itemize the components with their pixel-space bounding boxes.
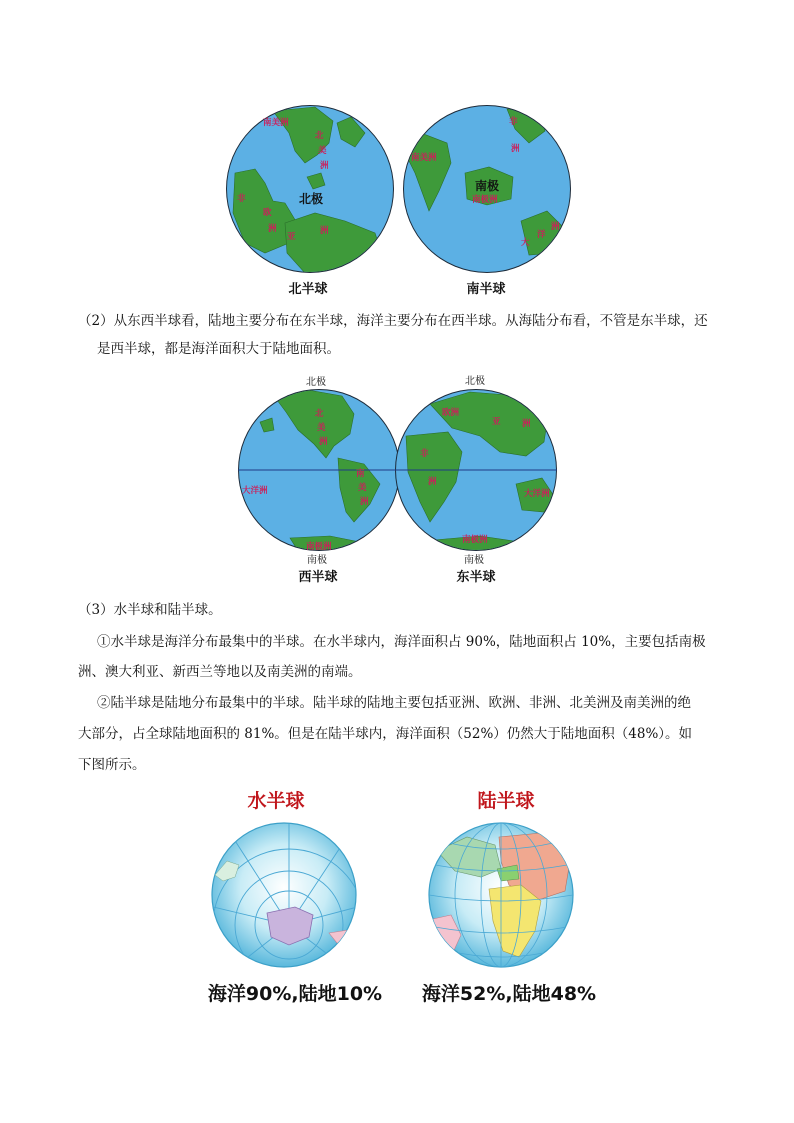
north-pole-label: 北极 (299, 192, 324, 206)
figure-west-east-hemispheres (230, 372, 565, 587)
water-hemisphere-globe (205, 815, 365, 975)
label-west-sa-1: 南 (356, 469, 365, 479)
label-north-america-2: 美 (318, 146, 327, 156)
para2-line2: 是西半球，都是海洋面积大于陆地面积。 (97, 341, 340, 357)
para3-item2-line1: ②陆半球是陆地分布最集中的半球。陆半球的陆地主要包括亚洲、欧洲、非洲、北美洲及南美洲的绝 (97, 695, 691, 711)
label-europe-1: 欧 (263, 208, 272, 218)
land-hemisphere-caption: 海洋52%,陆地48% (421, 983, 597, 1005)
east-hemisphere-globe (395, 374, 557, 566)
label-north-america-1: 北 (315, 131, 324, 141)
para3-item2-line3: 下图所示。 (78, 757, 146, 773)
para3-item1-line1: ①水半球是海洋分布最集中的半球。在水半球内，海洋面积占 90%，陆地面积占 10%，主要包括南极 (97, 634, 706, 650)
label-oceania-s-3: 洲 (551, 222, 560, 232)
east-north-pole-label: 北极 (465, 376, 485, 387)
label-west-na-2: 美 (317, 423, 326, 433)
land-hemisphere-title: 陆半球 (477, 790, 535, 812)
south-pole-label: 南极 (475, 179, 500, 193)
label-west-na-3: 洲 (319, 437, 328, 447)
label-west-antarctica: 南极洲 (306, 542, 332, 552)
label-asia-1: 亚 (287, 232, 296, 242)
label-asia-2: 洲 (320, 226, 329, 236)
label-south-america: 南美洲 (263, 118, 289, 128)
south-hemisphere-caption: 南半球 (466, 282, 506, 297)
label-east-antarctica: 南极洲 (462, 535, 488, 545)
label-south-america-s: 南美洲 (411, 153, 437, 163)
para3-heading: （3）水半球和陆半球。 (78, 602, 222, 618)
label-africa-s-1: 非 (509, 117, 518, 127)
label-west-sa-2: 美 (358, 483, 367, 493)
west-hemisphere-globe (238, 375, 400, 566)
label-oceania-s-2: 洋 (537, 230, 546, 240)
land-hemisphere-globe (429, 823, 573, 967)
east-hemisphere-caption: 东半球 (456, 570, 496, 585)
west-hemisphere-caption: 西半球 (298, 570, 338, 585)
label-east-asia-2: 洲 (522, 419, 531, 429)
label-east-africa-2: 洲 (428, 477, 437, 487)
north-hemisphere-globe (226, 105, 394, 278)
label-antarctica: 南极洲 (472, 195, 498, 205)
label-east-oceania: 大洋洲 (524, 489, 550, 499)
label-europe-2: 洲 (268, 224, 277, 234)
label-east-africa-1: 非 (420, 449, 429, 459)
label-oceania-s-1: 大 (521, 238, 530, 248)
south-hemisphere-globe (401, 105, 571, 273)
label-east-asia-1: 亚 (492, 417, 501, 427)
label-north-america-3: 洲 (320, 161, 329, 171)
water-hemisphere-title: 水半球 (247, 790, 305, 812)
label-west-oceania: 大洋洲 (242, 486, 268, 496)
para3-item2-line2: 大部分，占全球陆地面积的 81%。但是在陆半球内，海洋面积（52%）仍然大于陆地面积（48%）。如 (78, 726, 693, 742)
west-north-pole-label: 北极 (306, 377, 326, 388)
label-africa: 非 (237, 194, 246, 204)
para2-line1: （2）从东西半球看，陆地主要分布在东半球，海洋主要分布在西半球。从海陆分布看，不管是东半球，还 (78, 313, 708, 329)
figure-water-land-hemispheres (205, 815, 590, 975)
label-africa-s-2: 洲 (511, 144, 520, 154)
label-west-na-1: 北 (315, 409, 324, 419)
para3-item1-line2: 洲、澳大利亚、新西兰等地以及南美洲的南端。 (78, 664, 362, 680)
figure-north-south-hemispheres (225, 103, 575, 278)
west-south-pole-label: 南极 (307, 555, 327, 566)
label-east-europe: 欧洲 (442, 408, 460, 418)
north-hemisphere-caption: 北半球 (288, 282, 328, 297)
water-hemisphere-caption: 海洋90%,陆地10% (207, 983, 383, 1005)
east-south-pole-label: 南极 (464, 555, 484, 566)
label-west-sa-3: 洲 (360, 497, 369, 507)
